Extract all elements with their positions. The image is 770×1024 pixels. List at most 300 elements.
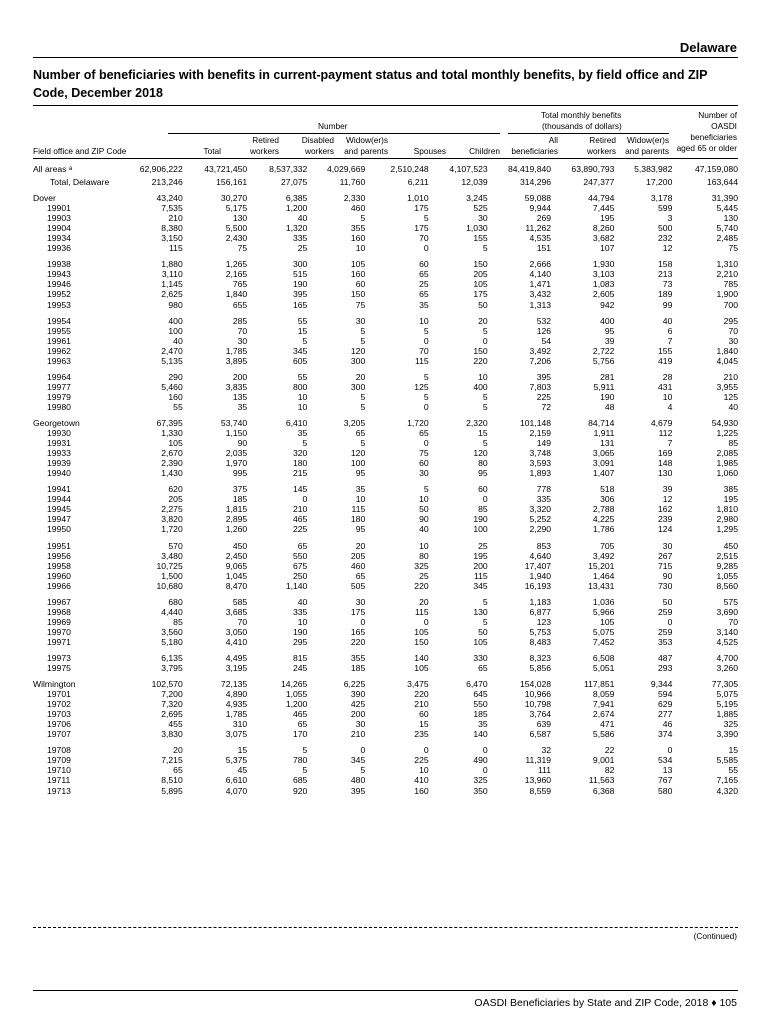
cell-children: 115 [473, 570, 488, 581]
cell-total: 40 [173, 335, 183, 346]
cell-all-benefits: 2,159 [529, 428, 552, 439]
cell-total: 10,725 [156, 560, 183, 571]
cell-all-benefits: 8,323 [529, 652, 552, 663]
zip-row [33, 514, 738, 524]
cell-widow-benefits: 259 [658, 626, 673, 637]
cell-retired-benefits: 1,407 [592, 468, 615, 479]
cell-retired-benefits: 3,492 [592, 550, 615, 561]
zip-row [33, 428, 738, 438]
cell-aged-65: 77,305 [711, 679, 738, 690]
cell-all-benefits: 5,252 [529, 514, 552, 525]
cell-children: 35 [478, 719, 488, 730]
cell-children: 105 [473, 279, 488, 290]
cell-total: 5,180 [161, 636, 183, 647]
cell-total: 8,380 [161, 223, 183, 234]
cell-widow-benefits: 767 [658, 775, 673, 786]
oasdi-header-line2: OASDI [711, 121, 737, 131]
cell-retired-benefits: 5,756 [592, 355, 615, 366]
cell-children: 5 [482, 243, 488, 254]
cell-aged-65: 8,560 [716, 580, 738, 591]
cell-disabled: 1,320 [285, 223, 308, 234]
cell-widow: 355 [350, 223, 366, 234]
cell-aged-65: 163,644 [706, 177, 738, 187]
total-benefits-units: (thousands of dollars) [542, 121, 622, 131]
zip-code: 19977 [47, 381, 71, 392]
cell-retired: 2,430 [225, 233, 248, 244]
zip-code: 19955 [47, 325, 71, 336]
all-beneficiaries-header [511, 135, 558, 157]
cell-widow: 390 [350, 689, 366, 700]
cell-all-benefits: 17,407 [524, 560, 552, 571]
cell-retired-benefits: 117,851 [584, 679, 615, 690]
cell-disabled: 250 [292, 570, 308, 581]
cell-widow: 120 [350, 448, 366, 459]
cell-aged-65: 700 [723, 299, 738, 310]
cell-total: 5,135 [161, 355, 183, 366]
cell-aged-65: 1,840 [716, 345, 738, 356]
cell-all-benefits: 6,877 [529, 606, 552, 617]
cell-children: 6,470 [466, 679, 488, 690]
state-heading: Delaware [679, 40, 737, 55]
cell-children: 15 [478, 428, 488, 439]
cell-widow-benefits: 40 [662, 315, 673, 326]
cell-aged-65: 785 [723, 279, 738, 290]
zip-row [33, 458, 738, 468]
cell-disabled: 920 [292, 785, 308, 796]
disabled-header [302, 135, 334, 157]
cell-disabled: 40 [297, 596, 308, 607]
cell-spouses: 6,211 [407, 177, 429, 187]
cell-total: 55 [173, 401, 183, 412]
cell-retired: 1,785 [225, 345, 248, 356]
cell-retired: 655 [232, 299, 248, 310]
cell-all-benefits: 225 [536, 391, 552, 402]
cell-retired-benefits: 1,930 [592, 259, 615, 270]
cell-retired-benefits: 7,452 [592, 636, 615, 647]
cell-widow-benefits: 39 [662, 484, 673, 495]
cell-widow-benefits: 259 [658, 606, 673, 617]
cell-total: 20 [173, 745, 183, 756]
continued-note: (Continued) [693, 931, 737, 941]
cell-disabled: 245 [292, 663, 308, 674]
cell-retired-benefits: 2,722 [592, 345, 615, 356]
cell-aged-65: 4,525 [716, 636, 738, 647]
cell-total: 3,150 [161, 233, 183, 244]
retired-header [250, 135, 279, 157]
cell-widow-benefits: 17,200 [646, 177, 673, 187]
cell-spouses: 25 [419, 570, 429, 581]
cell-all-benefits: 3,320 [529, 504, 552, 515]
cell-widow-benefits: 46 [662, 719, 673, 730]
field-office-header: Field office and ZIP Code [33, 146, 127, 156]
cell-total: 5,460 [161, 381, 183, 392]
cell-retired: 3,685 [225, 606, 248, 617]
cell-all-benefits: 3,764 [529, 709, 552, 720]
cell-retired-benefits: 3,682 [592, 233, 615, 244]
cell-aged-65: 31,390 [711, 193, 738, 204]
oasdi-header-line4: aged 65 or older [676, 143, 737, 153]
cell-widow-benefits: 232 [658, 233, 673, 244]
zip-row [33, 233, 738, 243]
cell-children: 150 [473, 345, 488, 356]
cell-all-benefits: 3,748 [529, 448, 552, 459]
cell-retired: 4,410 [225, 636, 248, 647]
cell-aged-65: 1,985 [716, 458, 738, 469]
zip-code: 19940 [47, 468, 71, 479]
cell-disabled: 10 [297, 401, 308, 412]
zip-row [33, 494, 738, 504]
cell-children: 325 [473, 775, 488, 786]
cell-retired: 3,050 [225, 626, 248, 637]
cell-retired: 3,895 [225, 355, 248, 366]
cell-disabled: 55 [297, 315, 308, 326]
cell-disabled: 780 [292, 755, 308, 766]
cell-retired: 5,500 [225, 223, 248, 234]
cell-widow: 300 [350, 355, 366, 366]
cell-retired-benefits: 1,911 [593, 428, 615, 439]
cell-retired: 130 [232, 213, 248, 224]
cell-retired-benefits: 48 [604, 401, 615, 412]
cell-aged-65: 4,045 [716, 355, 738, 366]
cell-total: 65 [173, 765, 183, 776]
cell-retired: 75 [237, 243, 248, 254]
state-total-row [33, 177, 738, 187]
total-benefits-header: Total monthly benefits [541, 110, 622, 120]
disabled-header-line2: workers [304, 146, 334, 156]
zip-row [33, 775, 738, 785]
cell-aged-65: 15 [728, 745, 738, 756]
cell-total: 7,535 [161, 203, 183, 214]
cell-retired: 156,161 [216, 177, 248, 187]
benefit-widow-header [625, 135, 669, 157]
cell-widow: 10 [355, 494, 366, 505]
cell-children: 60 [478, 484, 488, 495]
cell-all-benefits: 59,088 [524, 193, 552, 204]
cell-disabled: 605 [292, 355, 308, 366]
zip-code: 19711 [47, 775, 71, 786]
cell-spouses: 10 [419, 540, 429, 551]
cell-total: 105 [168, 438, 183, 449]
zip-code: 19930 [47, 428, 71, 439]
cell-widow: 5 [360, 401, 366, 412]
cell-widow: 2,330 [343, 193, 366, 204]
cell-children: 95 [478, 468, 488, 479]
zip-code: 19903 [47, 213, 71, 224]
cell-aged-65: 3,260 [716, 663, 738, 674]
cell-aged-65: 1,060 [716, 468, 738, 479]
beneficiaries-table [33, 161, 738, 796]
zip-row [33, 336, 738, 346]
cell-children: 0 [482, 494, 488, 505]
zip-row [33, 279, 738, 289]
cell-total: 2,625 [161, 289, 183, 300]
title-rule [33, 105, 738, 106]
cell-children: 5 [482, 391, 488, 402]
cell-aged-65: 385 [723, 484, 738, 495]
cell-retired-benefits: 8,059 [592, 689, 615, 700]
cell-retired-benefits: 471 [600, 719, 615, 730]
cell-all-benefits: 314,296 [519, 177, 552, 187]
field-office-row [33, 679, 738, 689]
total-header: Total [203, 146, 221, 156]
cell-disabled: 515 [292, 269, 308, 280]
cell-retired-benefits: 44,794 [588, 193, 615, 204]
cell-retired-benefits: 2,788 [592, 504, 615, 515]
zip-row [33, 269, 738, 279]
widow-header [344, 135, 388, 157]
cell-total: 213,246 [151, 177, 183, 187]
cell-widow: 11,760 [339, 177, 366, 187]
cell-retired: 135 [232, 391, 248, 402]
zip-row [33, 402, 738, 412]
cell-spouses: 150 [414, 636, 429, 647]
zip-code: 19703 [47, 709, 71, 720]
cell-all-benefits: 395 [536, 371, 552, 382]
zip-row [33, 653, 738, 663]
cell-disabled: 5 [302, 335, 308, 346]
cell-widow-benefits: 267 [658, 550, 673, 561]
zip-row [33, 372, 738, 382]
cell-retired: 1,815 [225, 504, 248, 515]
cell-disabled: 25 [297, 243, 308, 254]
zip-code: 19958 [47, 560, 71, 571]
cell-spouses: 105 [414, 663, 429, 674]
cell-widow-benefits: 90 [662, 570, 673, 581]
all-header-line2: beneficiaries [511, 146, 558, 156]
cell-widow-benefits: 9,344 [650, 679, 673, 690]
cell-total: 7,320 [161, 699, 183, 710]
cell-retired-benefits: 705 [600, 540, 615, 551]
cell-widow: 75 [355, 299, 366, 310]
zip-code: 19969 [47, 616, 71, 627]
cell-total: 10,680 [156, 580, 183, 591]
cell-children: 5 [482, 325, 488, 336]
cell-spouses: 105 [414, 626, 429, 637]
cell-spouses: 225 [414, 755, 429, 766]
cell-widow: 160 [350, 269, 366, 280]
zip-code: 19709 [47, 755, 71, 766]
zip-row [33, 561, 738, 571]
cell-widow: 35 [355, 484, 366, 495]
cell-spouses: 235 [414, 729, 429, 740]
cell-widow-benefits: 10 [662, 391, 673, 402]
cell-widow-benefits: 629 [658, 699, 673, 710]
cell-all-benefits: 1,313 [529, 299, 552, 310]
cell-widow-benefits: 594 [658, 689, 673, 700]
cell-retired: 70 [237, 616, 248, 627]
cell-retired: 8,470 [225, 580, 248, 591]
cell-widow-benefits: 3,178 [650, 193, 673, 204]
zip-row [33, 551, 738, 561]
cell-children: 175 [473, 289, 488, 300]
cell-retired-benefits: 63,890,793 [571, 163, 615, 174]
cell-spouses: 5 [423, 213, 429, 224]
cell-spouses: 65 [419, 428, 429, 439]
cell-retired-benefits: 13,431 [588, 580, 615, 591]
cell-spouses: 220 [414, 689, 429, 700]
top-rule [33, 57, 738, 58]
zip-code: 19713 [47, 785, 71, 796]
zip-row [33, 745, 738, 755]
cell-retired: 30 [237, 335, 248, 346]
cell-total: 8,510 [161, 775, 183, 786]
cell-spouses: 75 [419, 448, 429, 459]
cell-all-benefits: 4,140 [529, 269, 552, 280]
cell-widow: 5 [360, 438, 366, 449]
cell-disabled: 215 [292, 468, 308, 479]
cell-spouses: 25 [419, 279, 429, 290]
zip-row [33, 300, 738, 310]
zip-row [33, 637, 738, 647]
cell-spouses: 10 [419, 494, 429, 505]
cell-disabled: 225 [292, 524, 308, 535]
cell-total: 7,200 [161, 689, 183, 700]
cell-total: 85 [173, 616, 183, 627]
cell-widow: 5 [360, 335, 366, 346]
cell-widow: 220 [350, 636, 366, 647]
cell-widow: 4,029,669 [327, 163, 366, 174]
cell-all-benefits: 4,640 [529, 550, 552, 561]
cell-all-benefits: 1,183 [529, 596, 552, 607]
cell-all-benefits: 151 [536, 243, 552, 254]
cell-widow: 100 [350, 458, 366, 469]
cell-retired: 72,135 [220, 679, 248, 690]
cell-aged-65: 3,390 [716, 729, 738, 740]
cell-spouses: 115 [414, 606, 429, 617]
header-rule [33, 158, 738, 159]
cell-all-benefits: 7,206 [529, 355, 552, 366]
cell-widow-benefits: 599 [658, 203, 673, 214]
cell-retired-benefits: 2,674 [592, 709, 615, 720]
cell-retired: 5,375 [225, 755, 248, 766]
cell-retired-benefits: 84,714 [588, 417, 615, 428]
cell-disabled: 180 [292, 458, 308, 469]
cell-widow: 460 [350, 560, 366, 571]
cell-widow: 160 [350, 233, 366, 244]
cell-widow-benefits: 30 [662, 540, 673, 551]
cell-retired: 4,935 [225, 699, 248, 710]
zip-row [33, 571, 738, 581]
cell-retired-benefits: 107 [600, 243, 615, 254]
cell-retired-benefits: 105 [600, 616, 615, 627]
cell-widow-benefits: 730 [658, 580, 673, 591]
cell-spouses: 325 [414, 560, 429, 571]
cell-all-benefits: 335 [536, 494, 552, 505]
cell-total: 4,440 [161, 606, 183, 617]
cell-spouses: 175 [414, 203, 429, 214]
cell-retired: 4,890 [225, 689, 248, 700]
cell-all-benefits: 11,319 [525, 755, 552, 766]
cell-aged-65: 2,980 [716, 514, 738, 525]
cell-widow-benefits: 7 [667, 438, 673, 449]
cell-aged-65: 9,285 [716, 560, 738, 571]
cell-aged-65: 125 [723, 391, 738, 402]
cell-retired-benefits: 1,083 [592, 279, 615, 290]
cell-spouses: 70 [419, 233, 429, 244]
cell-widow: 210 [350, 729, 366, 740]
zip-code: 19707 [47, 729, 71, 740]
cell-total: 2,275 [161, 504, 183, 515]
all-areas-text: All areas [33, 163, 67, 174]
cell-widow: 20 [355, 371, 366, 382]
cell-widow-benefits: 73 [662, 279, 673, 290]
cell-retired-benefits: 1,036 [592, 596, 615, 607]
cell-retired: 3,835 [225, 381, 248, 392]
cell-all-benefits: 123 [536, 616, 552, 627]
cell-disabled: 395 [292, 289, 308, 300]
cell-disabled: 465 [292, 709, 308, 720]
cell-spouses: 210 [414, 699, 429, 710]
cell-retired: 450 [232, 540, 248, 551]
zip-code: 19941 [47, 484, 71, 495]
cell-all-benefits: 8,483 [529, 636, 552, 647]
cell-retired-benefits: 1,786 [592, 524, 615, 535]
cell-widow-benefits: 3 [667, 213, 673, 224]
cell-retired-benefits: 131 [600, 438, 615, 449]
spouses-header: Spouses [413, 146, 446, 156]
cell-children: 25 [478, 540, 488, 551]
cell-total: 455 [168, 719, 183, 730]
cell-all-benefits: 10,798 [524, 699, 552, 710]
cell-disabled: 1,200 [285, 203, 308, 214]
zip-code: 19953 [47, 299, 71, 310]
cell-aged-65: 195 [723, 494, 738, 505]
cell-total: 3,795 [161, 663, 183, 674]
widow-header-line1: Widow(er)s [346, 135, 388, 145]
zip-row [33, 484, 738, 494]
benefit-retired-line1: Retired [589, 135, 616, 145]
cell-total: 2,390 [161, 458, 183, 469]
cell-total: 102,570 [151, 679, 183, 690]
cell-aged-65: 130 [723, 213, 738, 224]
cell-widow: 30 [355, 315, 366, 326]
cell-spouses: 410 [414, 775, 429, 786]
cell-spouses: 125 [414, 381, 429, 392]
cell-retired: 200 [232, 371, 248, 382]
cell-children: 205 [473, 269, 488, 280]
cell-total: 2,670 [161, 448, 183, 459]
zip-code: 19710 [47, 765, 71, 776]
cell-children: 1,030 [466, 223, 488, 234]
zip-row [33, 468, 738, 478]
row-label: Wilmington [33, 679, 76, 690]
cell-spouses: 0 [423, 438, 429, 449]
zip-code: 19933 [47, 448, 71, 459]
widow-header-line2: and parents [344, 146, 388, 156]
cell-disabled: 190 [292, 626, 308, 637]
cell-retired-benefits: 6,368 [592, 785, 615, 796]
cell-retired-benefits: 3,103 [592, 269, 615, 280]
cell-children: 185 [473, 709, 488, 720]
zip-row [33, 541, 738, 551]
zip-code: 19951 [47, 540, 71, 551]
cell-retired: 1,785 [225, 709, 248, 720]
zip-code: 19980 [47, 401, 71, 412]
zip-code: 19960 [47, 570, 71, 581]
cell-all-benefits: 3,492 [529, 345, 552, 356]
cell-retired-benefits: 82 [604, 765, 615, 776]
cell-children: 50 [478, 626, 488, 637]
cell-all-benefits: 11,262 [525, 223, 552, 234]
cell-retired-benefits: 15,201 [588, 560, 615, 571]
cell-widow: 65 [355, 570, 366, 581]
cell-retired: 2,450 [225, 550, 248, 561]
cell-retired: 90 [237, 438, 248, 449]
cell-all-benefits: 9,944 [529, 203, 552, 214]
cell-retired-benefits: 281 [600, 371, 615, 382]
zip-code: 19954 [47, 315, 71, 326]
cell-children: 130 [473, 606, 488, 617]
